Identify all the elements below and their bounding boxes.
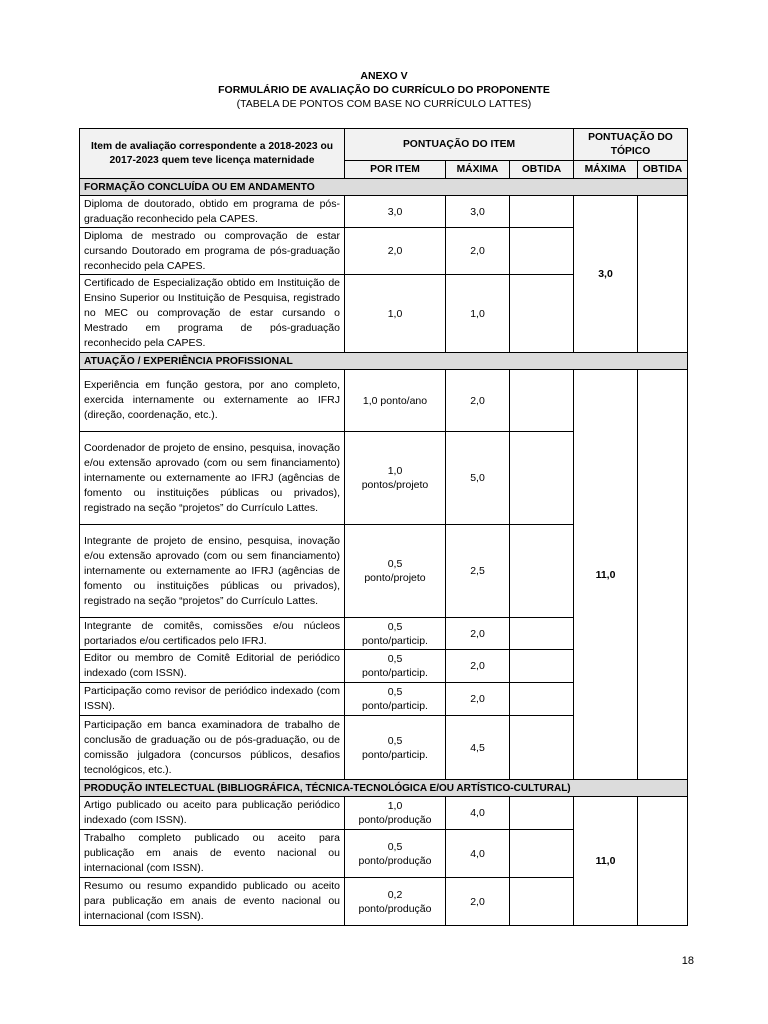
header-por-item: POR ITEM — [345, 161, 446, 179]
item-maxima: 2,0 — [446, 650, 510, 683]
item-maxima: 2,0 — [446, 618, 510, 650]
item-obtida-field[interactable] — [510, 797, 574, 830]
topic-maxima: 3,0 — [574, 196, 638, 353]
annex-title: ANEXO V — [360, 70, 408, 82]
item-por-item: 0,5 ponto/particip. — [345, 618, 446, 650]
topic-obtida-field[interactable] — [638, 196, 688, 353]
header-obtida-topico: OBTIDA — [638, 161, 688, 179]
item-description: Integrante de comitês, comissões e/ou núcleos portariados e/ou certificados pelo IFRJ. — [80, 618, 345, 650]
item-por-item: 0,5 ponto/projeto — [345, 525, 446, 618]
item-maxima: 2,0 — [446, 878, 510, 926]
item-description: Trabalho completo publicado ou aceito para publicação em anais de evento nacional ou internacional (com ISSN). — [80, 830, 345, 878]
topic-obtida-field[interactable] — [638, 370, 688, 780]
item-obtida-field[interactable] — [510, 275, 574, 353]
item-por-item: 0,5 ponto/particip. — [345, 716, 446, 780]
header-obtida: OBTIDA — [510, 161, 574, 179]
item-por-item: 1,0 pontos/projeto — [345, 432, 446, 525]
item-por-item: 1,0 — [345, 275, 446, 353]
item-obtida-field[interactable] — [510, 525, 574, 618]
topic-obtida-field[interactable] — [638, 797, 688, 926]
item-por-item: 1,0 ponto/ano — [345, 370, 446, 432]
header-pontuacao-item: PONTUAÇÃO DO ITEM — [345, 129, 574, 161]
item-obtida-field[interactable] — [510, 830, 574, 878]
item-description: Editor ou membro de Comitê Editorial de periódico indexado (com ISSN). — [80, 650, 345, 683]
item-maxima: 4,5 — [446, 716, 510, 780]
form-subtitle: (TABELA DE PONTOS COM BASE NO CURRÍCULO LATTES) — [236, 98, 532, 110]
item-description: Integrante de projeto de ensino, pesquisa, inovação e/ou extensão aprovado (com ou sem financiamento) internamente ou externamente ao IFRJ (agências de fomento ou instituições públicas ou privados), registrado na seção “projetos” do Currículo Lattes. — [80, 525, 345, 618]
item-description: Resumo ou resumo expandido publicado ou aceito para publicação em anais de evento nacional ou internacional (com ISSN). — [80, 878, 345, 926]
header-maxima-topico: MÁXIMA — [574, 161, 638, 179]
item-obtida-field[interactable] — [510, 716, 574, 780]
header-item-column: Item de avaliação correspondente a 2018-2023 ou 2017-2023 quem teve licença maternidade — [80, 129, 345, 179]
header-pontuacao-topico: PONTUAÇÃO DO TÓPICO — [574, 129, 688, 161]
item-description: Experiência em função gestora, por ano completo, exercida internamente ou externamente ao IFRJ (direção, coordenação, etc.). — [80, 370, 345, 432]
item-maxima: 4,0 — [446, 797, 510, 830]
topic-maxima: 11,0 — [574, 797, 638, 926]
item-obtida-field[interactable] — [510, 650, 574, 683]
item-description: Participação como revisor de periódico indexado (com ISSN). — [80, 683, 345, 716]
topic-maxima: 11,0 — [574, 370, 638, 780]
item-por-item: 2,0 — [345, 228, 446, 275]
item-maxima: 4,0 — [446, 830, 510, 878]
item-por-item: 3,0 — [345, 196, 446, 228]
item-por-item: 0,5 ponto/produção — [345, 830, 446, 878]
evaluation-table — [79, 128, 688, 926]
item-por-item: 0,2 ponto/produção — [345, 878, 446, 926]
item-maxima: 2,0 — [446, 370, 510, 432]
item-obtida-field[interactable] — [510, 228, 574, 275]
item-description: Diploma de doutorado, obtido em programa de pós-graduação reconhecido pela CAPES. — [80, 196, 345, 228]
item-description: Coordenador de projeto de ensino, pesquisa, inovação e/ou extensão aprovado (com ou sem financiamento) internamente ou externamente ao IFRJ (agências de fomento ou instituições públicas ou privados), registrado na seção “projetos” do Currículo Lattes. — [80, 432, 345, 525]
item-maxima: 2,0 — [446, 683, 510, 716]
header-maxima: MÁXIMA — [446, 161, 510, 179]
item-description: Diploma de mestrado ou comprovação de estar cursando Doutorado em programa de pós-graduação reconhecido pela CAPES. — [80, 228, 345, 275]
item-maxima: 3,0 — [446, 196, 510, 228]
item-maxima: 2,5 — [446, 525, 510, 618]
item-maxima: 2,0 — [446, 228, 510, 275]
item-obtida-field[interactable] — [510, 196, 574, 228]
item-obtida-field[interactable] — [510, 432, 574, 525]
page-number: 18 — [681, 955, 694, 967]
item-por-item: 0,5 ponto/particip. — [345, 683, 446, 716]
item-description: Artigo publicado ou aceito para publicação periódico indexado (com ISSN). — [80, 797, 345, 830]
item-maxima: 5,0 — [446, 432, 510, 525]
form-title: FORMULÁRIO DE AVALIAÇÃO DO CURRÍCULO DO PROPONENTE — [218, 84, 550, 96]
item-maxima: 1,0 — [446, 275, 510, 353]
section-title: PRODUÇÃO INTELECTUAL (BIBLIOGRÁFICA, TÉCNICA-TECNOLÓGICA E/OU ARTÍSTICO-CULTURAL) — [80, 780, 688, 797]
item-obtida-field[interactable] — [510, 370, 574, 432]
document-header — [0, 69, 768, 111]
item-description: Certificado de Especialização obtido em Instituição de Ensino Superior ou Instituição de Pesquisa, registrado no MEC ou comprovação de estar cursando o Mestrado em programa de pós-graduação reconhecido pela CAPES. — [80, 275, 345, 353]
item-obtida-field[interactable] — [510, 683, 574, 716]
item-description: Participação em banca examinadora de trabalho de conclusão de graduação ou de pós-graduação, ou de comissão julgadora (concursos públicos, desafios tecnológicos, etc.). — [80, 716, 345, 780]
item-obtida-field[interactable] — [510, 618, 574, 650]
item-obtida-field[interactable] — [510, 878, 574, 926]
item-por-item: 1,0 ponto/produção — [345, 797, 446, 830]
section-title: FORMAÇÃO CONCLUÍDA OU EM ANDAMENTO — [80, 179, 688, 196]
item-por-item: 0,5 ponto/particip. — [345, 650, 446, 683]
section-title: ATUAÇÃO / EXPERIÊNCIA PROFISSIONAL — [80, 353, 688, 370]
